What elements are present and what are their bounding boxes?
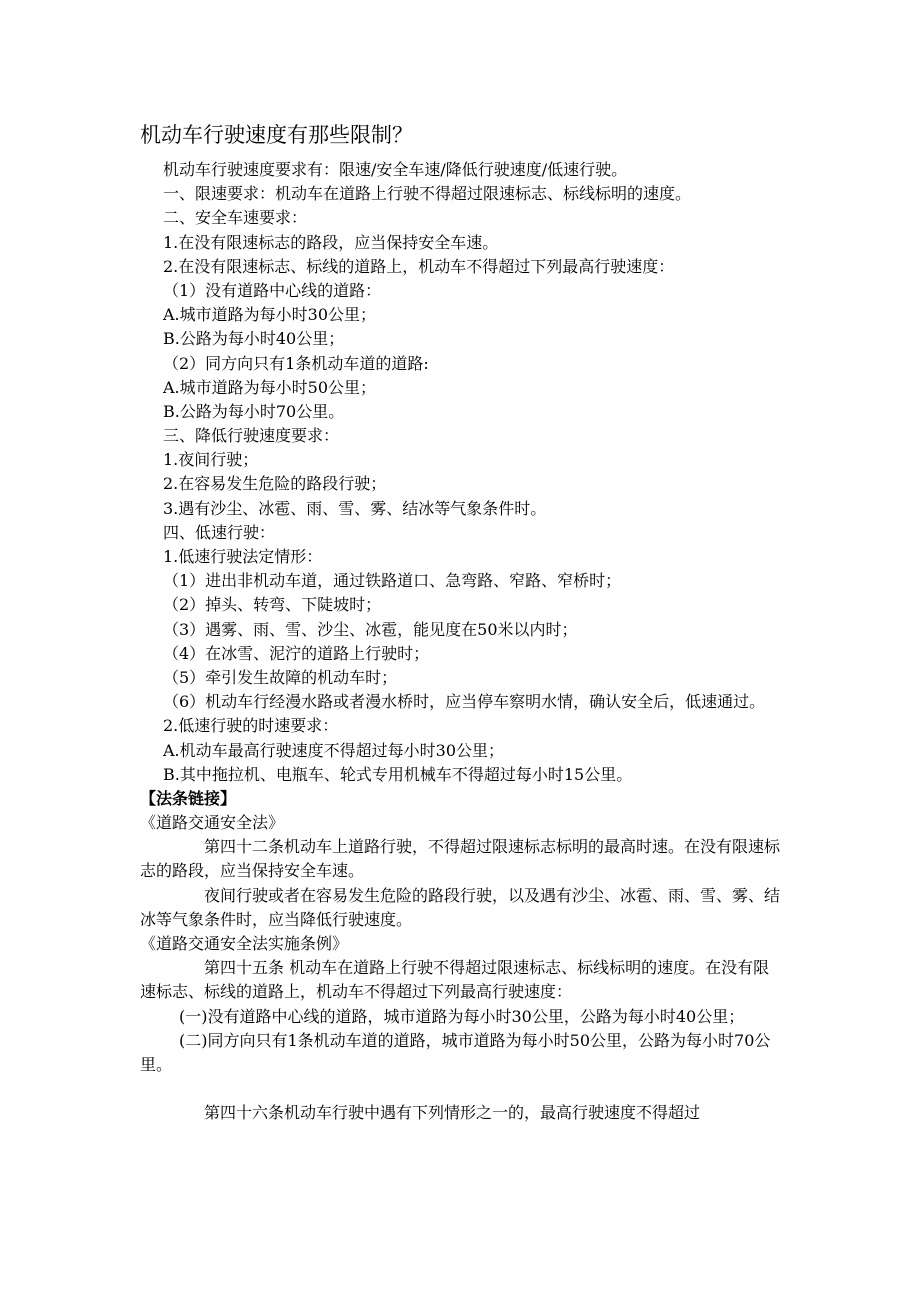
law-1-title: 《道路交通安全法》 bbox=[140, 813, 285, 833]
section-2-sub-2: （2）同方向只有1条机动车道的道路: bbox=[163, 353, 429, 373]
section-2-sub-2b: B.公路为每小时70公里。 bbox=[163, 401, 345, 421]
section-4-sub-2: （2）掉头、转弯、下陡坡时； bbox=[163, 595, 382, 615]
section-4-sub-5: （5）牵引发生故障的机动车时； bbox=[163, 667, 398, 687]
section-3-item-2: 2.在容易发生危险的路段行驶； bbox=[163, 474, 387, 494]
section-2-sub-1b: B.公路为每小时40公里； bbox=[163, 329, 345, 349]
section-2-item-1: 1.在没有限速标志的路段，应当保持安全车速。 bbox=[163, 232, 499, 252]
section-2-item-2: 2.在没有限速标志、标线的道路上，机动车不得超过下列最高行驶速度： bbox=[163, 256, 675, 276]
section-4-item-2b: B.其中拖拉机、电瓶车、轮式专用机械车不得超过每小时15公里。 bbox=[163, 764, 633, 784]
section-4-item-1: 1.低速行驶法定情形： bbox=[163, 547, 323, 566]
document-body bbox=[140, 158, 785, 1126]
law-2-paragraph-2: 第四十六条机动车行驶中遇有下列情形之一的，最高行驶速度不得超过 bbox=[204, 1103, 701, 1123]
intro-paragraph: 机动车行驶速度要求有：限速/安全车速/降低行驶速度/低速行驶。 bbox=[163, 160, 628, 179]
section-4-item-2a: A.机动车最高行驶速度不得超过每小时30公里； bbox=[163, 740, 505, 760]
section-3-item-1: 1.夜间行驶； bbox=[163, 450, 259, 470]
section-3-heading: 三、降低行驶速度要求： bbox=[163, 426, 340, 446]
page-title: 机动车行驶速度有那些限制？ bbox=[140, 123, 413, 147]
blank-line bbox=[140, 1077, 785, 1101]
section-2-sub-2a: A.城市道路为每小时50公里； bbox=[163, 377, 377, 397]
section-1-limit: 一、限速要求：机动车在道路上行驶不得超过限速标志、标线标明的速度。 bbox=[163, 184, 692, 204]
section-2-heading: 二、安全车速要求： bbox=[163, 208, 308, 228]
law-1-paragraph-2: 夜间行驶或者在容易发生危险的路段行驶，以及遇有沙尘、冰雹、雨、雪、雾、结冰等气象条件时，应当降低行驶速度。 bbox=[140, 885, 781, 929]
law-2-title: 《道路交通安全法实施条例》 bbox=[140, 934, 349, 954]
section-3-item-3: 3.遇有沙尘、冰雹、雨、雪、雾、结冰等气象条件时。 bbox=[163, 498, 547, 518]
section-4-item-2: 2.低速行驶的时速要求： bbox=[163, 716, 339, 736]
law-1-paragraph-1: 第四十二条机动车上道路行驶，不得超过限速标志标明的最高时速。在没有限速标志的路段，应当保持安全车速。 bbox=[140, 837, 781, 881]
law-link-heading: 【法条链接】 bbox=[140, 788, 237, 808]
section-2-sub-1: （1）没有道路中心线的道路： bbox=[163, 280, 382, 300]
law-2-item-1: (一)没有道路中心线的道路，城市道路为每小时30公里，公路为每小时40公里； bbox=[179, 1006, 745, 1026]
section-4-sub-1: （1）进出非机动车道，通过铁路道口、急弯路、窄路、窄桥时； bbox=[163, 571, 622, 591]
law-2-paragraph-1: 第四十五条 机动车在道路上行驶不得超过限速标志、标线标明的速度。在没有限速标志、标线的道路上，机动车不得超过下列最高行驶速度： bbox=[140, 958, 770, 1002]
section-2-sub-1a: A.城市道路为每小时30公里； bbox=[163, 305, 377, 325]
law-2-item-2: (二)同方向只有1条机动车道的道路，城市道路为每小时50公里，公路为每小时70公里。 bbox=[140, 1030, 771, 1075]
section-4-sub-4: （4）在冰雪、泥泞的道路上行驶时； bbox=[163, 643, 430, 663]
section-4-sub-6: （6）机动车行经漫水路或者漫水桥时，应当停车察明水情，确认安全后，低速通过。 bbox=[163, 692, 766, 712]
section-4-sub-3: （3）遇雾、雨、雪、沙尘、冰雹，能见度在50米以内时； bbox=[163, 619, 578, 639]
section-4-heading: 四、低速行驶： bbox=[163, 522, 276, 542]
